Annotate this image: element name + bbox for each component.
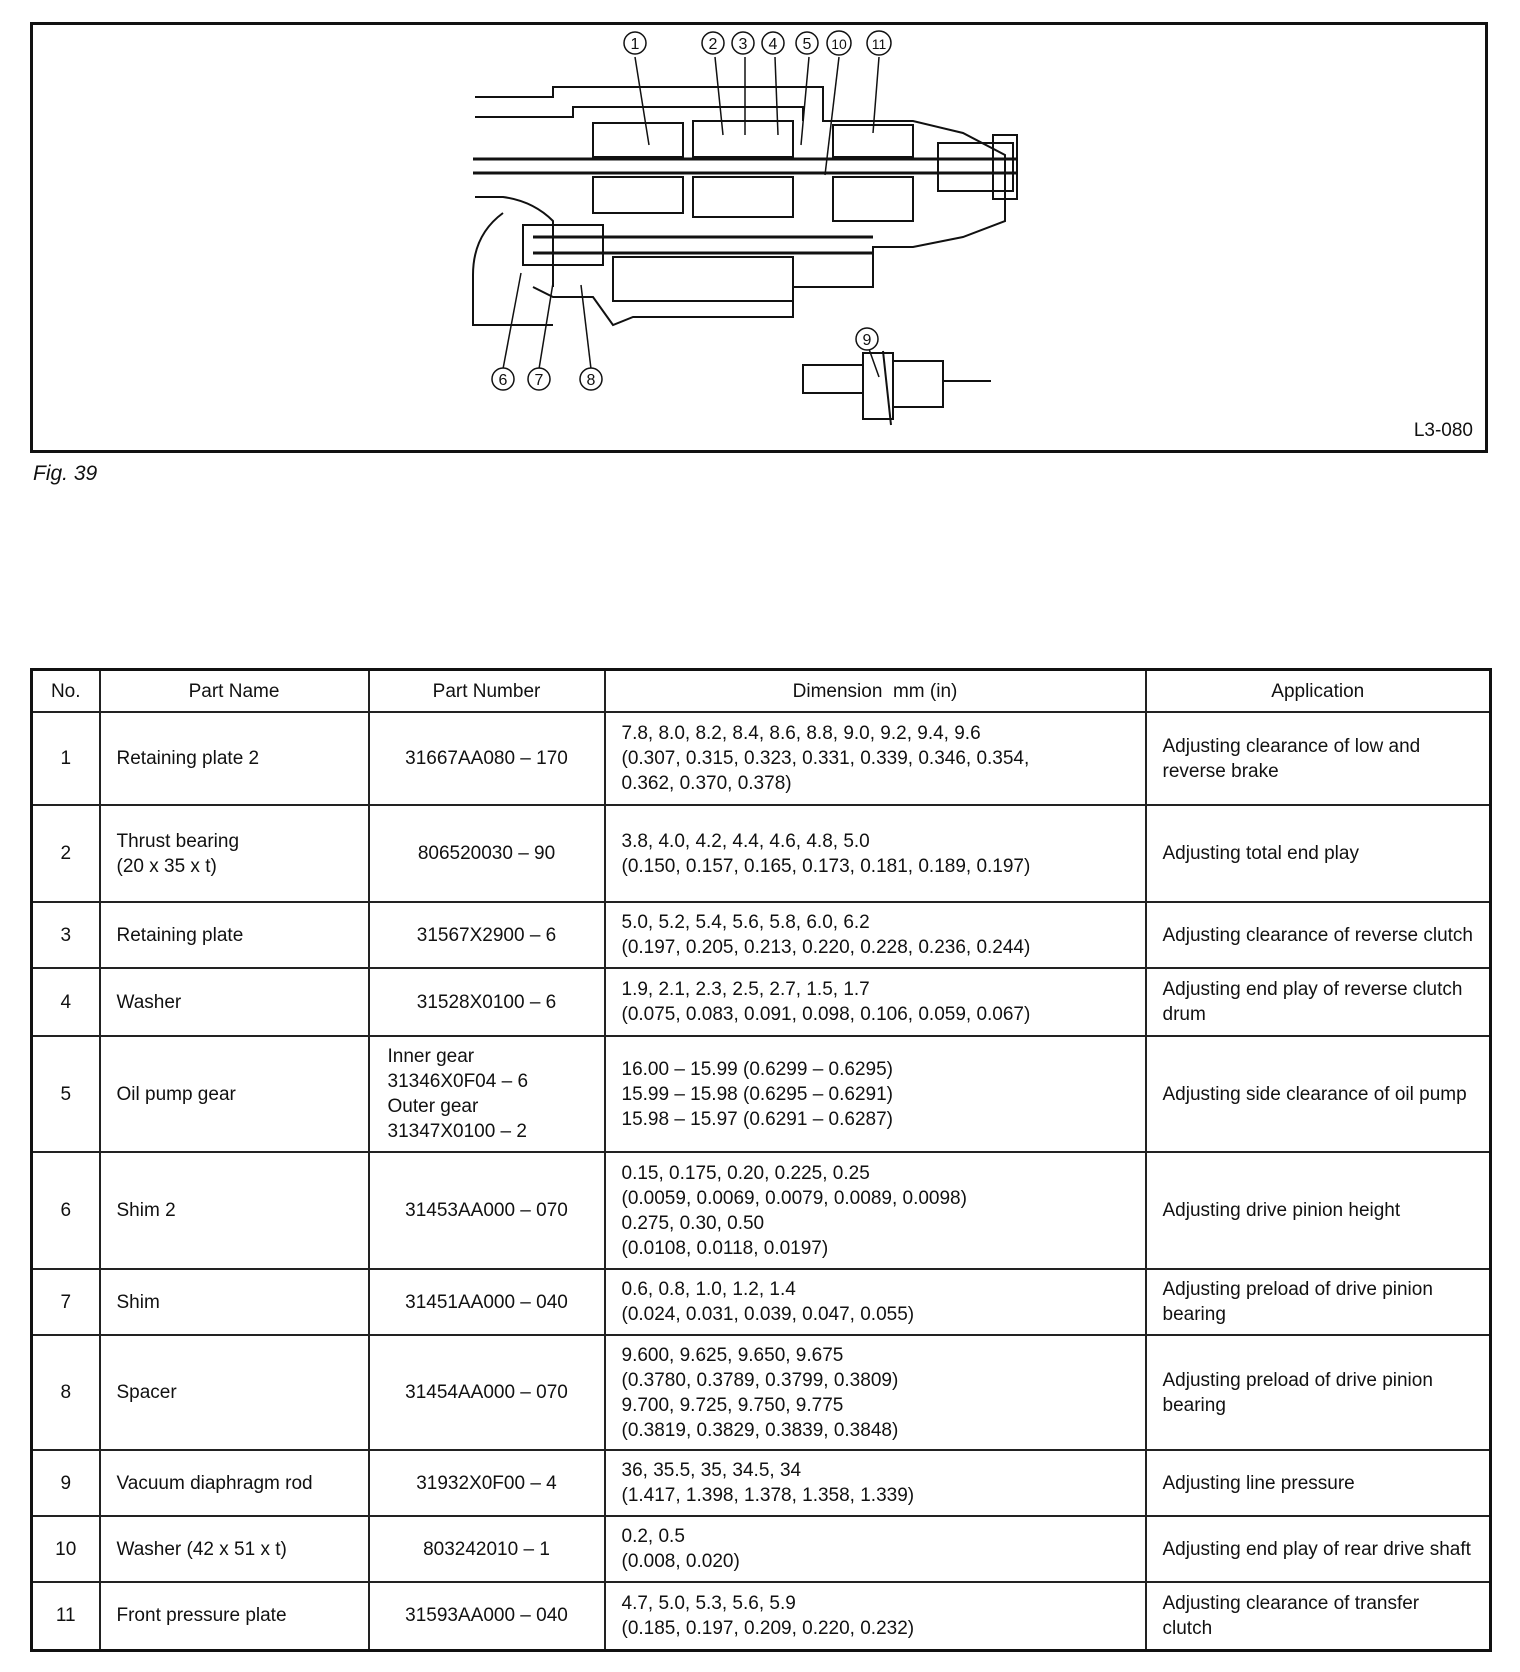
callout-4 (762, 32, 784, 54)
housing-outline (475, 87, 1005, 325)
output-flange (938, 143, 1013, 191)
row-no: 8 (32, 1335, 100, 1450)
row-application: Adjusting drive pinion height (1146, 1152, 1491, 1269)
row-part-name: Spacer (100, 1335, 369, 1450)
callout-6 (492, 368, 514, 390)
row-part-name: Shim 2 (100, 1152, 369, 1269)
row-application: Adjusting preload of drive pinion bearing (1146, 1335, 1491, 1450)
svg-text:7: 7 (534, 372, 544, 389)
row-part-number: 31567X2900 – 6 (369, 902, 605, 968)
table-row (32, 1335, 1491, 1450)
table-row (32, 1036, 1491, 1152)
row-no: 3 (32, 902, 100, 968)
callout-11 (867, 31, 891, 55)
row-dimension: 0.6, 0.8, 1.0, 1.2, 1.4 (0.024, 0.031, 0.039, 0.047, 0.055) (605, 1269, 1146, 1335)
oil-pan (613, 257, 793, 301)
row-part-number: Inner gear 31346X0F04 – 6 Outer gear 31347X0100 – 2 (369, 1036, 605, 1152)
callout-8 (580, 368, 602, 390)
row-part-number: 31932X0F00 – 4 (369, 1450, 605, 1516)
row-part-name: Thrust bearing (20 x 35 x t) (100, 805, 369, 902)
callout-1 (624, 32, 646, 54)
row-part-number: 31528X0100 – 6 (369, 968, 605, 1036)
row-part-name: Retaining plate 2 (100, 712, 369, 805)
row-no: 1 (32, 712, 100, 805)
svg-text:2: 2 (708, 36, 718, 53)
row-application: Adjusting clearance of reverse clutch (1146, 902, 1491, 968)
row-no: 5 (32, 1036, 100, 1152)
row-part-number: 31667AA080 – 170 (369, 712, 605, 805)
row-part-number: 31593AA000 – 040 (369, 1582, 605, 1650)
row-application: Adjusting line pressure (1146, 1450, 1491, 1516)
table-row (32, 712, 1491, 805)
svg-text:9: 9 (862, 332, 872, 349)
header-dimension: Dimension mm (in) (605, 670, 1146, 713)
header-part-number: Part Number (369, 670, 605, 713)
row-no: 4 (32, 968, 100, 1036)
callout-2 (702, 32, 724, 54)
table-header-row (32, 670, 1491, 713)
svg-text:10: 10 (831, 36, 847, 52)
row-part-name: Vacuum diaphragm rod (100, 1450, 369, 1516)
header-application: Application (1146, 670, 1491, 713)
callout-7 (528, 368, 550, 390)
callout-5 (796, 32, 818, 54)
row-application: Adjusting preload of drive pinion bearing (1146, 1269, 1491, 1335)
row-application: Adjusting end play of rear drive shaft (1146, 1516, 1491, 1582)
row-no: 7 (32, 1269, 100, 1335)
row-part-number: 806520030 – 90 (369, 805, 605, 902)
table-row (32, 968, 1491, 1036)
row-part-name: Washer (42 x 51 x t) (100, 1516, 369, 1582)
table-row (32, 805, 1491, 902)
row-dimension: 16.00 – 15.99 (0.6299 – 0.6295) 15.99 – 15.98 (0.6295 – 0.6291) 15.98 – 15.97 (0.6291 – 0.6287) (605, 1036, 1146, 1152)
svg-text:11: 11 (871, 36, 887, 52)
row-part-name: Retaining plate (100, 902, 369, 968)
figure-code: L3-080 (1413, 420, 1473, 441)
clutch-pack-1 (593, 123, 683, 157)
svg-text:6: 6 (498, 372, 508, 389)
callout-3 (732, 32, 754, 54)
row-dimension: 5.0, 5.2, 5.4, 5.6, 5.8, 6.0, 6.2 (0.197, 0.205, 0.213, 0.220, 0.228, 0.236, 0.244) (605, 902, 1146, 968)
row-part-number: 31453AA000 – 070 (369, 1152, 605, 1269)
header-part-name: Part Name (100, 670, 369, 713)
transmission-figure (30, 22, 1488, 453)
row-application: Adjusting clearance of low and reverse brake (1146, 712, 1491, 805)
row-dimension: 36, 35.5, 35, 34.5, 34 (1.417, 1.398, 1.378, 1.358, 1.339) (605, 1450, 1146, 1516)
row-part-name: Shim (100, 1269, 369, 1335)
table-row (32, 1516, 1491, 1582)
svg-text:4: 4 (768, 36, 778, 53)
table-row (32, 1450, 1491, 1516)
housing-lower (475, 197, 553, 287)
parts-table (30, 668, 1492, 1652)
table-row (32, 1152, 1491, 1269)
row-part-number: 31451AA000 – 040 (369, 1269, 605, 1335)
table-row (32, 1269, 1491, 1335)
row-part-name: Front pressure plate (100, 1582, 369, 1650)
row-application: Adjusting clearance of transfer clutch (1146, 1582, 1491, 1650)
transmission-cutaway-drawing (33, 25, 1485, 450)
svg-text:3: 3 (738, 36, 748, 53)
row-application: Adjusting side clearance of oil pump (1146, 1036, 1491, 1152)
row-no: 2 (32, 805, 100, 902)
callout-9 (856, 328, 878, 350)
row-dimension: 9.600, 9.625, 9.650, 9.675 (0.3780, 0.3789, 0.3799, 0.3809) 9.700, 9.725, 9.750, 9.775 (0.3819, 0.3829, 0.3839, 0.3848) (605, 1335, 1146, 1450)
row-dimension: 0.15, 0.175, 0.20, 0.225, 0.25 (0.0059, 0.0069, 0.0079, 0.0089, 0.0098) 0.275, 0.30, 0.50 (0.0108, 0.0118, 0.0197) (605, 1152, 1146, 1269)
table-row (32, 1582, 1491, 1650)
header-no: No. (32, 670, 100, 713)
row-part-name: Washer (100, 968, 369, 1036)
table-row (32, 902, 1491, 968)
row-no: 6 (32, 1152, 100, 1269)
callout-10 (827, 31, 851, 55)
row-no: 11 (32, 1582, 100, 1650)
svg-text:8: 8 (586, 372, 596, 389)
svg-text:5: 5 (802, 36, 812, 53)
row-no: 9 (32, 1450, 100, 1516)
row-part-number: 803242010 – 1 (369, 1516, 605, 1582)
figure-caption: Fig. 39 (33, 462, 98, 485)
row-no: 10 (32, 1516, 100, 1582)
row-part-number: 31454AA000 – 070 (369, 1335, 605, 1450)
row-dimension: 7.8, 8.0, 8.2, 8.4, 8.6, 8.8, 9.0, 9.2, 9.4, 9.6 (0.307, 0.315, 0.323, 0.331, 0.339, 0.346, 0.354, 0.362, 0.370, 0.378) (605, 712, 1146, 805)
row-dimension: 1.9, 2.1, 2.3, 2.5, 2.7, 1.5, 1.7 (0.075, 0.083, 0.091, 0.098, 0.106, 0.059, 0.067) (605, 968, 1146, 1036)
row-dimension: 3.8, 4.0, 4.2, 4.4, 4.6, 4.8, 5.0 (0.150, 0.157, 0.165, 0.173, 0.181, 0.189, 0.197) (605, 805, 1146, 902)
row-part-name: Oil pump gear (100, 1036, 369, 1152)
drive-pinion (523, 225, 603, 265)
row-application: Adjusting end play of reverse clutch drum (1146, 968, 1491, 1036)
vacuum-diaphragm (803, 365, 863, 393)
svg-text:1: 1 (630, 36, 640, 53)
row-application: Adjusting total end play (1146, 805, 1491, 902)
row-dimension: 4.7, 5.0, 5.3, 5.6, 5.9 (0.185, 0.197, 0.209, 0.220, 0.232) (605, 1582, 1146, 1650)
row-dimension: 0.2, 0.5 (0.008, 0.020) (605, 1516, 1146, 1582)
